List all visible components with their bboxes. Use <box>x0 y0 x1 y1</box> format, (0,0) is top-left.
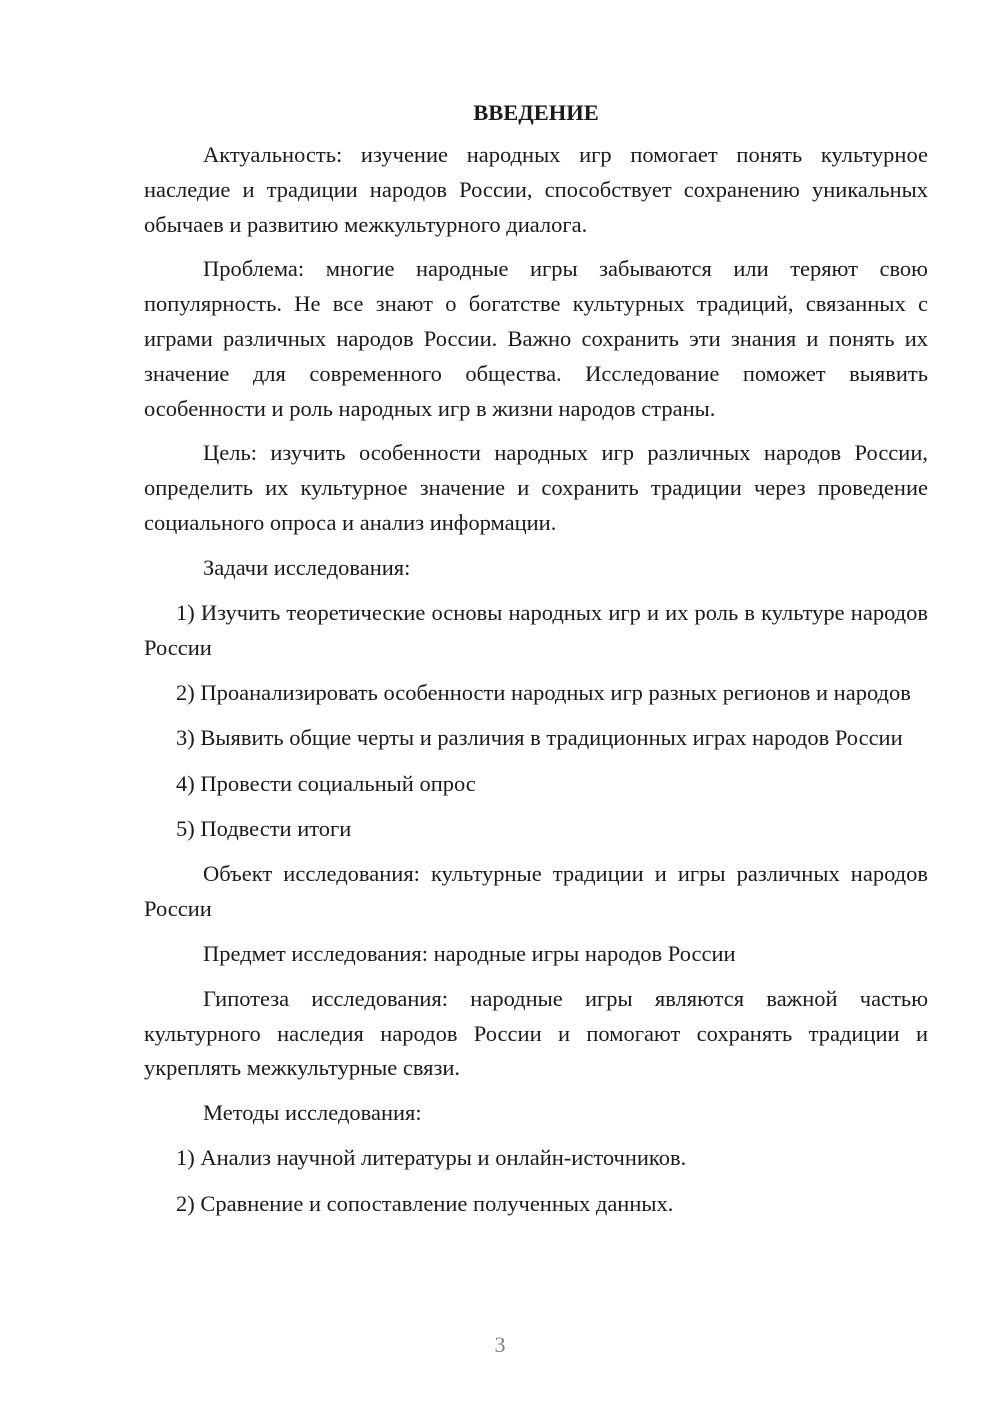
task-item: 4) Провести социальный опрос <box>176 770 476 796</box>
goal-paragraph: Цель: изучить особенности народных игр различных народов России, определить их культурное значение и сохранить традиции через проведение социального опроса и анализ информации. <box>144 440 928 535</box>
page-content <box>144 96 928 1232</box>
task-item: 2) Проанализировать особенности народных игр разных регионов и народов <box>176 680 911 706</box>
method-item: 1) Анализ научной литературы и онлайн-источников. <box>176 1145 687 1171</box>
page-number: 3 <box>494 1332 506 1357</box>
task-item: 5) Подвести итоги <box>176 816 352 842</box>
task-item: 1) Изучить теоретические основы народных игр и их роль в культуре народов России <box>144 600 928 660</box>
relevance-paragraph: Актуальность: изучение народных игр помогает понять культурное наследие и традиции народов России, способствует сохранению уникальных обычаев и развитию межкультурного диалога. <box>144 142 928 237</box>
section-title: ВВЕДЕНИЕ <box>473 100 599 125</box>
hypothesis-paragraph: Гипотеза исследования: народные игры являются важной частью культурного наследия народов России и помогают сохранять традиции и укреплять межкультурные связи. <box>144 985 928 1081</box>
subject-paragraph: Предмет исследования: народные игры народов России <box>203 940 736 966</box>
object-paragraph: Объект исследования: культурные традиции и игры различных народов России <box>144 861 928 922</box>
task-item: 3) Выявить общие черты и различия в традиционных играх народов России <box>176 725 903 751</box>
method-item: 2) Сравнение и сопоставление полученных данных. <box>176 1190 674 1216</box>
problem-paragraph: Проблема: многие народные игры забываются или теряют свою популярность. Не все знают о богатстве культурных традиций, связанных с играми различных народов России. Важно сохранить эти знания и понять их значение для современного общества. Исследование поможет выявить особенности и роль народных игр в жизни народов страны. <box>144 256 928 421</box>
methods-label: Методы исследования: <box>203 1100 422 1126</box>
tasks-label: Задачи исследования: <box>203 554 411 580</box>
